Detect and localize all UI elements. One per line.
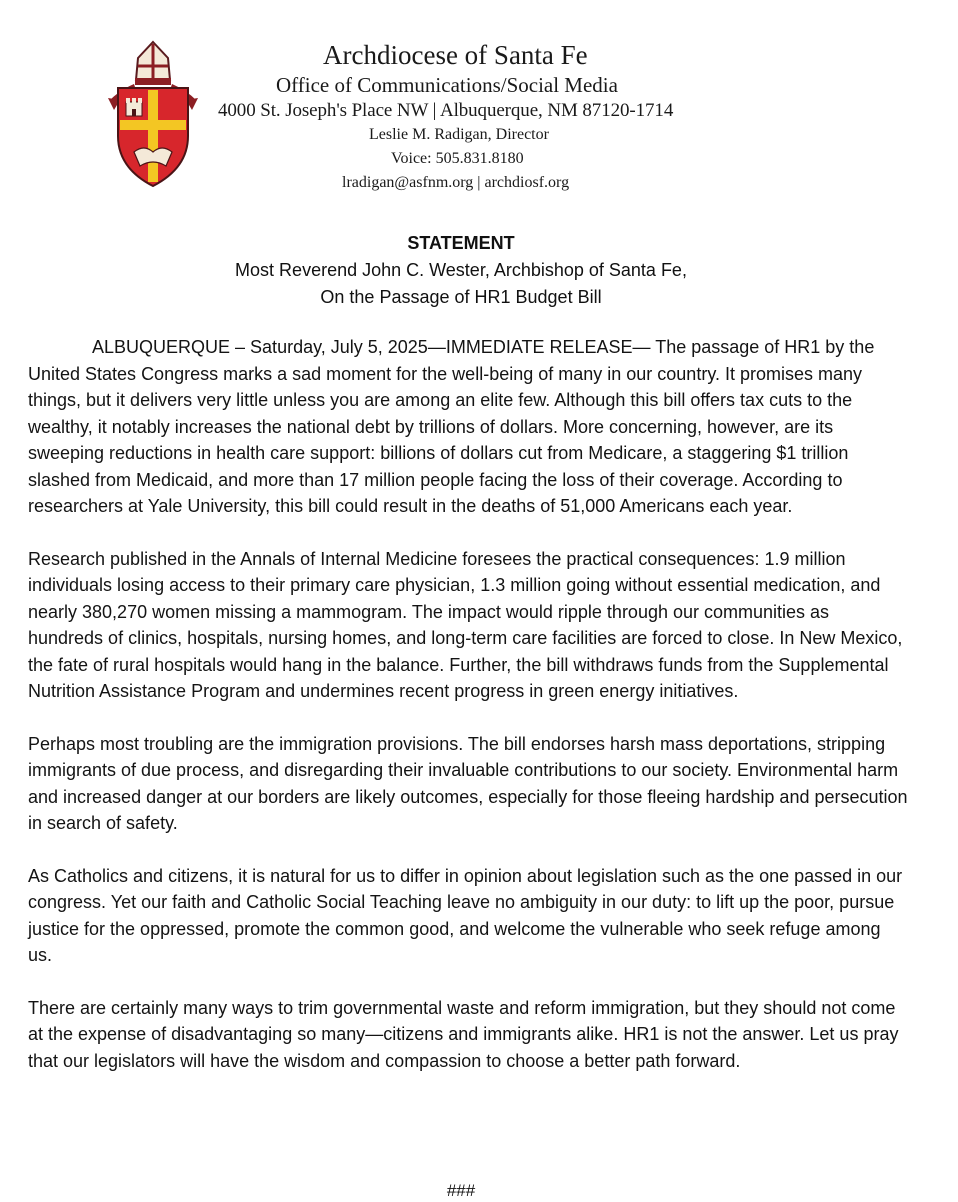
paragraph-4: As Catholics and citizens, it is natural for us to differ in opinion about legislation such as the one passed in our congress. Yet our faith and Catholic Social Teaching leave no ambiguity in our duty: to lift up the poor, pursue justice for the oppressed, promote the common good, and welcome the vulnerable who seek refuge among us. [28,865,903,965]
end-of-release-mark: ### [446,1181,476,1200]
office-address: 4000 St. Joseph's Place NW | Albuquerque, NM 87120-1714 [218,100,674,121]
director-name: Leslie M. Radigan, Director [369,126,549,143]
letterhead-header [0,0,958,200]
paragraph-3: Perhaps most troubling are the immigration provisions. The bill endorses harsh mass deportations, stripping immigrants of due process, and disregarding their invaluable contributions to our society. Environmental harm and increased danger at our borders are likely outcomes, especially for those fleeing hardship and persecution in search of safety. [28,733,908,833]
organization-name: Archdiocese of Santa Fe [323,40,588,70]
statement-title-block [0,230,922,311]
statement-subject: On the Passage of HR1 Budget Bill [320,287,602,307]
office-name: Office of Communications/Social Media [276,73,618,97]
paragraph-1: ALBUQUERQUE – Saturday, July 5, 2025—IMMEDIATE RELEASE— The passage of HR1 by the United States Congress marks a sad moment for the well-being of many in our country. It promises many things, but it delivers very little unless you are among an elite few. Although this bill offers tax cuts to the wealthy, it notably increases the national debt by trillions of dollars. More concerning, however, are its sweeping reductions in health care support: billions of dollars cut from Medicare, a staggering $1 trillion slashed from Medicaid, and more than 17 million people facing the loss of their coverage. According to researchers at Yale University, this bill could result in the deaths of 51,000 Americans each year. [28,337,875,516]
paragraph-5: There are certainly many ways to trim governmental waste and reform immigration, but they should not come at the expense of disadvantaging so many—citizens and immigrants alike. HR1 is not the answer. Let us pray that our legislators will have the wisdom and compassion to choose a better path forward. [28,997,899,1071]
contact-email-website: lradigan@asfnm.org | archdiosf.org [342,174,570,191]
voice-phone: Voice: 505.831.8180 [391,150,524,167]
statement-heading: STATEMENT [407,233,515,253]
statement-author: Most Reverend John C. Wester, Archbishop of Santa Fe, [235,260,687,280]
statement-body [28,334,908,1100]
paragraph-2: Research published in the Annals of Internal Medicine foresees the practical consequences: 1.9 million individuals losing access to their primary care physician, 1.3 million going without essential medication, and nearly 380,270 women missing a mammogram. The impact would ripple through our communities as hundreds of clinics, hospitals, nursing homes, and long-term care facilities are forced to close. In New Mexico, the fate of rural hospitals would hang in the balance. Further, the bill withdraws funds from the Supplemental Nutrition Assistance Program and undermines recent progress in green energy initiatives. [28,548,903,701]
archdiocese-coat-of-arms-icon [104,40,202,188]
letterhead-text [218,38,738,195]
